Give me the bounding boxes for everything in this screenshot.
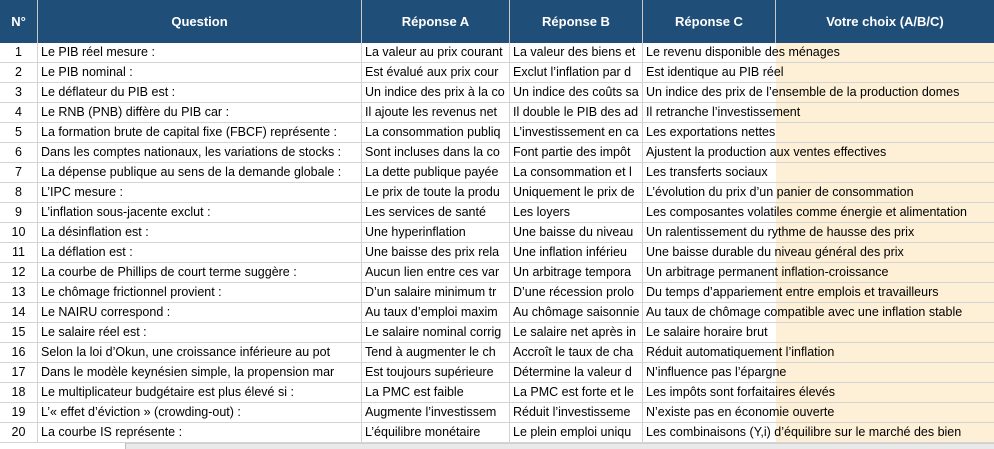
cell-question[interactable]: Dans le modèle keynésien simple, la propension mar bbox=[38, 363, 362, 383]
cell-num[interactable]: 7 bbox=[0, 163, 38, 183]
cell-response-a[interactable]: Est toujours supérieure bbox=[362, 363, 510, 383]
cell-response-c[interactable]: Au taux de chômage compatible avec une inflation stable bbox=[643, 303, 994, 323]
table-row bbox=[0, 243, 994, 263]
header-question[interactable]: Question bbox=[38, 0, 362, 43]
cell-question[interactable]: La formation brute de capital fixe (FBCF) représente : bbox=[38, 123, 362, 143]
cell-response-b[interactable]: La valeur des biens et bbox=[510, 43, 643, 63]
table-row bbox=[0, 203, 994, 223]
cell-response-b[interactable]: Il double le PIB des ad bbox=[510, 103, 643, 123]
cell-response-a[interactable]: Sont incluses dans la co bbox=[362, 143, 510, 163]
table-row bbox=[0, 83, 994, 103]
cell-question[interactable]: Le multiplicateur budgétaire est plus élevé si : bbox=[38, 383, 362, 403]
cell-response-c[interactable]: Il retranche l’investissement bbox=[643, 103, 994, 123]
cell-num[interactable]: 3 bbox=[0, 83, 38, 103]
cell-num[interactable]: 10 bbox=[0, 223, 38, 243]
cell-response-b[interactable]: Réduit l’investisseme bbox=[510, 403, 643, 423]
cell-question[interactable]: L’« effet d’éviction » (crowding-out) : bbox=[38, 403, 362, 423]
table-row bbox=[0, 363, 994, 383]
cell-response-c[interactable]: Les impôts sont forfaitaires élevés bbox=[643, 383, 994, 403]
table-row bbox=[0, 303, 994, 323]
table-row bbox=[0, 263, 994, 283]
cell-num[interactable]: 5 bbox=[0, 123, 38, 143]
cell-question[interactable]: Le RNB (PNB) diffère du PIB car : bbox=[38, 103, 362, 123]
cell-response-c[interactable]: N’influence pas l’épargne bbox=[643, 363, 994, 383]
cell-response-c[interactable]: Un ralentissement du rythme de hausse des prix bbox=[643, 223, 994, 243]
cell-response-a[interactable]: Une hyperinflation bbox=[362, 223, 510, 243]
cell-num[interactable]: 1 bbox=[0, 43, 38, 63]
cell-num[interactable]: 18 bbox=[0, 383, 38, 403]
cell-num[interactable]: 9 bbox=[0, 203, 38, 223]
table-row bbox=[0, 323, 994, 343]
table-row bbox=[0, 403, 994, 423]
cell-response-a[interactable]: Augmente l’investissem bbox=[362, 403, 510, 423]
cell-num[interactable]: 14 bbox=[0, 303, 38, 323]
cell-response-b[interactable]: Le plein emploi uniqu bbox=[510, 423, 643, 443]
cell-response-a[interactable]: Aucun lien entre ces var bbox=[362, 263, 510, 283]
cell-response-a[interactable]: La consommation publiq bbox=[362, 123, 510, 143]
cell-response-a[interactable]: Tend à augmenter le ch bbox=[362, 343, 510, 363]
cell-num[interactable]: 16 bbox=[0, 343, 38, 363]
cell-response-b[interactable]: Un indice des coûts sa bbox=[510, 83, 643, 103]
cell-response-a[interactable]: Le salaire nominal corrig bbox=[362, 323, 510, 343]
cell-response-c[interactable]: L’évolution du prix d’un panier de consommation bbox=[643, 183, 994, 203]
cell-num[interactable]: 4 bbox=[0, 103, 38, 123]
cell-response-a[interactable]: Les services de santé bbox=[362, 203, 510, 223]
cell-num[interactable]: 19 bbox=[0, 403, 38, 423]
cell-response-b[interactable]: Accroît le taux de cha bbox=[510, 343, 643, 363]
cell-response-c[interactable]: Les composantes volatiles comme énergie et alimentation bbox=[643, 203, 994, 223]
cell-response-c[interactable]: N’existe pas en économie ouverte bbox=[643, 403, 994, 423]
cell-num[interactable]: 11 bbox=[0, 243, 38, 263]
header-response-b[interactable]: Réponse B bbox=[510, 0, 643, 43]
table-row bbox=[0, 63, 994, 83]
cell-question[interactable]: Dans les comptes nationaux, les variations de stocks : bbox=[38, 143, 362, 163]
table-row bbox=[0, 183, 994, 203]
table-row bbox=[0, 423, 994, 443]
cell-question[interactable]: Le PIB réel mesure : bbox=[38, 43, 362, 63]
table-row bbox=[0, 283, 994, 303]
cell-response-c[interactable]: Est identique au PIB réel bbox=[643, 63, 994, 83]
cell-response-c[interactable]: Les transferts sociaux bbox=[643, 163, 994, 183]
cell-response-b[interactable]: Une baisse du niveau bbox=[510, 223, 643, 243]
header-num[interactable]: N° bbox=[0, 0, 38, 43]
cell-question[interactable]: Le PIB nominal : bbox=[38, 63, 362, 83]
header-response-a[interactable]: Réponse A bbox=[362, 0, 510, 43]
cell-response-a[interactable]: La PMC est faible bbox=[362, 383, 510, 403]
cell-response-c[interactable]: Ajustent la production aux ventes effectives bbox=[643, 143, 994, 163]
cell-question[interactable]: L’IPC mesure : bbox=[38, 183, 362, 203]
table-row bbox=[0, 163, 994, 183]
table-row bbox=[0, 43, 994, 63]
cell-num[interactable]: 6 bbox=[0, 143, 38, 163]
cell-response-b[interactable]: Les loyers bbox=[510, 203, 643, 223]
cell-response-a[interactable]: D’un salaire minimum tr bbox=[362, 283, 510, 303]
cell-num[interactable]: 2 bbox=[0, 63, 38, 83]
table-row bbox=[0, 143, 994, 163]
cell-question[interactable]: La courbe IS représente : bbox=[38, 423, 362, 443]
cell-response-c[interactable]: Un arbitrage permanent inflation-croissance bbox=[643, 263, 994, 283]
cell-question[interactable]: La désinflation est : bbox=[38, 223, 362, 243]
cell-response-b[interactable]: Au chômage saisonnie bbox=[510, 303, 643, 323]
cell-response-b[interactable]: Le salaire net après in bbox=[510, 323, 643, 343]
cell-question[interactable]: L’inflation sous-jacente exclut : bbox=[38, 203, 362, 223]
cell-response-b[interactable]: Exclut l’inflation par d bbox=[510, 63, 643, 83]
cell-response-b[interactable]: D’une récession prolo bbox=[510, 283, 643, 303]
cell-response-a[interactable]: L’équilibre monétaire bbox=[362, 423, 510, 443]
cell-response-c[interactable]: Le revenu disponible des ménages bbox=[643, 43, 994, 63]
cell-response-c[interactable]: Le salaire horaire brut bbox=[643, 323, 994, 343]
cell-question[interactable]: La dépense publique au sens de la demande globale : bbox=[38, 163, 362, 183]
cell-question[interactable]: Le NAIRU correspond : bbox=[38, 303, 362, 323]
table-row bbox=[0, 383, 994, 403]
cell-response-c[interactable]: Une baisse durable du niveau général des prix bbox=[643, 243, 994, 263]
cell-response-a[interactable]: Il ajoute les revenus net bbox=[362, 103, 510, 123]
cell-response-c[interactable]: Un indice des prix de l’ensemble de la production domes bbox=[643, 83, 994, 103]
cell-response-a[interactable]: La valeur au prix courant bbox=[362, 43, 510, 63]
table-row bbox=[0, 123, 994, 143]
cell-num[interactable]: 17 bbox=[0, 363, 38, 383]
cell-question[interactable]: La courbe de Phillips de court terme suggère : bbox=[38, 263, 362, 283]
header-response-c[interactable]: Réponse C bbox=[643, 0, 776, 43]
cell-response-a[interactable]: La dette publique payée bbox=[362, 163, 510, 183]
cell-question[interactable]: Le salaire réel est : bbox=[38, 323, 362, 343]
cell-response-a[interactable]: Un indice des prix à la co bbox=[362, 83, 510, 103]
sheet-tab-area[interactable] bbox=[0, 443, 126, 449]
cell-response-c[interactable]: Les combinaisons (Y,i) d’équilibre sur le marché des bien bbox=[643, 423, 994, 443]
cell-response-a[interactable]: Une baisse des prix rela bbox=[362, 243, 510, 263]
cell-response-b[interactable]: Un arbitrage tempora bbox=[510, 263, 643, 283]
cell-response-a[interactable]: Au taux d’emploi maxim bbox=[362, 303, 510, 323]
cell-num[interactable]: 20 bbox=[0, 423, 38, 443]
cell-num[interactable]: 13 bbox=[0, 283, 38, 303]
cell-question[interactable]: Selon la loi d’Okun, une croissance inférieure au pot bbox=[38, 343, 362, 363]
cell-response-b[interactable]: Une inflation inférieu bbox=[510, 243, 643, 263]
cell-response-b[interactable]: Uniquement le prix de bbox=[510, 183, 643, 203]
cell-response-b[interactable]: La PMC est forte et le bbox=[510, 383, 643, 403]
cell-num[interactable]: 15 bbox=[0, 323, 38, 343]
table-row bbox=[0, 103, 994, 123]
cell-response-b[interactable]: L’investissement en ca bbox=[510, 123, 643, 143]
table-row bbox=[0, 223, 994, 243]
cell-response-b[interactable]: Détermine la valeur d bbox=[510, 363, 643, 383]
cell-response-b[interactable]: Font partie des impôt bbox=[510, 143, 643, 163]
cell-response-c[interactable]: Réduit automatiquement l’inflation bbox=[643, 343, 994, 363]
cell-question[interactable]: Le déflateur du PIB est : bbox=[38, 83, 362, 103]
sheet-scroll-strip[interactable] bbox=[0, 443, 994, 449]
cell-num[interactable]: 8 bbox=[0, 183, 38, 203]
cell-question[interactable]: La déflation est : bbox=[38, 243, 362, 263]
cell-response-a[interactable]: Est évalué aux prix cour bbox=[362, 63, 510, 83]
cell-response-b[interactable]: La consommation et l bbox=[510, 163, 643, 183]
table-row bbox=[0, 343, 994, 363]
cell-num[interactable]: 12 bbox=[0, 263, 38, 283]
cell-response-a[interactable]: Le prix de toute la produ bbox=[362, 183, 510, 203]
cell-question[interactable]: Le chômage frictionnel provient : bbox=[38, 283, 362, 303]
cell-response-c[interactable]: Du temps d’appariement entre emplois et travailleurs bbox=[643, 283, 994, 303]
cell-response-c[interactable]: Les exportations nettes bbox=[643, 123, 994, 143]
header-choice[interactable]: Votre choix (A/B/C) bbox=[776, 0, 994, 43]
